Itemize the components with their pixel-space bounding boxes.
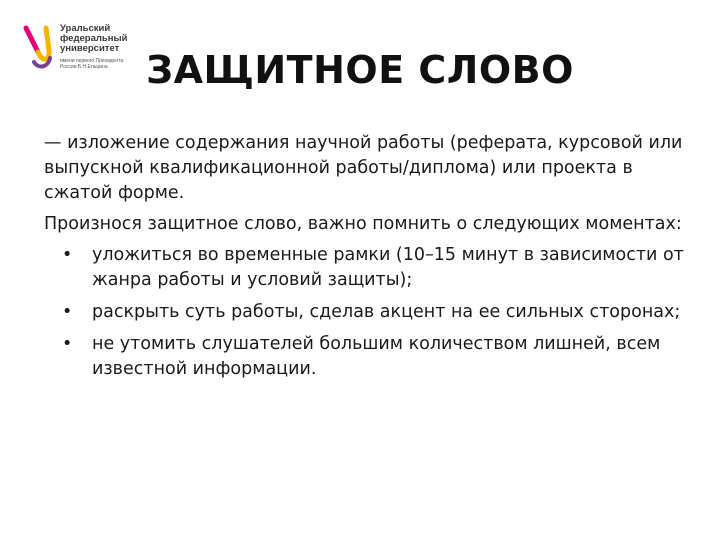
bullet-icon: •	[62, 302, 73, 322]
list-item-text: не утомить слушателей большим количеством лишней, всем известной информации.	[92, 334, 661, 379]
definition-paragraph: — изложение содержания научной работы (реферата, курсовой или выпускной квалификационной работы/диплома) или проекта в сжатой форме.	[44, 133, 683, 203]
list-item	[44, 300, 684, 325]
logo-subtitle-line: России Б.Н.Ельцина	[60, 64, 108, 70]
list-item	[44, 243, 684, 293]
list-item	[44, 332, 684, 382]
logo-subtitle-line: имени первого Президента	[60, 58, 124, 64]
bullet-icon: •	[62, 245, 73, 265]
logo-name-line: Уральский	[60, 23, 111, 34]
slide-title: ЗАЩИТНОЕ СЛОВО	[146, 48, 574, 92]
bullet-list	[44, 243, 684, 382]
intro-paragraph: Произнося защитное слово, важно помнить о следующих моментах:	[44, 214, 682, 234]
slide-body	[44, 131, 684, 389]
list-item-text: уложиться во временные рамки (10–15 минут в зависимости от жанра работы и условий защиты);	[92, 245, 684, 290]
bullet-icon: •	[62, 334, 73, 354]
logo-name-line: университет	[60, 43, 120, 54]
list-item-text: раскрыть суть работы, сделав акцент на ее сильных сторонах;	[92, 302, 681, 322]
logo-name-line: федеральный	[60, 33, 128, 44]
